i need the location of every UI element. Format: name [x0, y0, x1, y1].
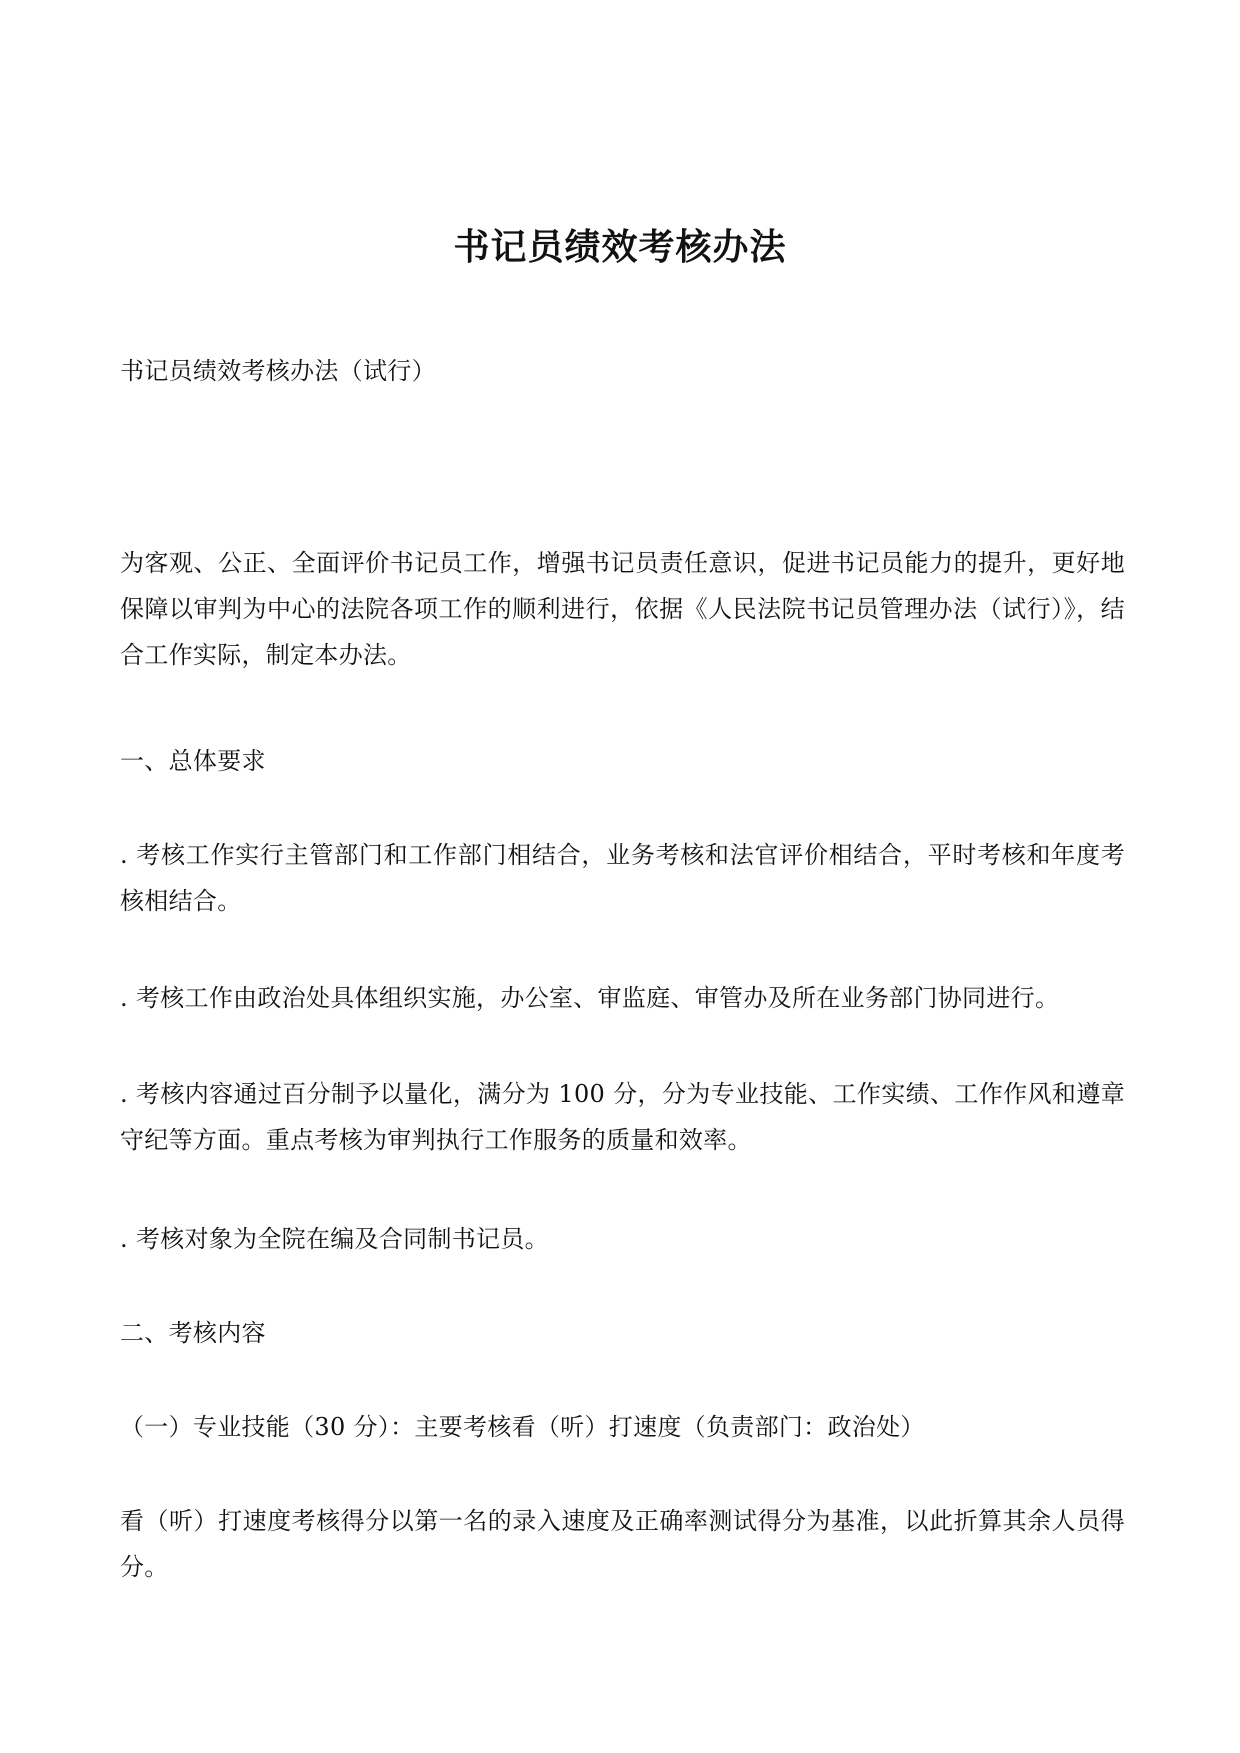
requirement-item-3: . 考核内容通过百分制予以量化，满分为 100 分，分为专业技能、工作实绩、工作作风和遵章守纪等方面。重点考核为审判执行工作服务的质量和效率。 — [120, 1080, 1125, 1154]
document-subtitle: 书记员绩效考核办法（试行） — [120, 357, 436, 385]
subsection-professional-skills: （一）专业技能（30 分）：主要考核看（听）打速度（负责部门：政治处） — [120, 1413, 925, 1441]
intro-paragraph: 为客观、公正、全面评价书记员工作，增强书记员责任意识，促进书记员能力的提升，更好地保障以审判为中心的法院各项工作的顺利进行，依据《人民法院书记员管理办法（试行）》，结合工作实际，制定本办法。 — [120, 549, 1125, 669]
section-heading-assessment-content: 二、考核内容 — [120, 1319, 266, 1347]
section-heading-general-requirements: 一、总体要求 — [120, 747, 266, 775]
document-title: 书记员绩效考核办法 — [453, 226, 787, 268]
typing-speed-paragraph: 看（听）打速度考核得分以第一名的录入速度及正确率测试得分为基准，以此折算其余人员得分。 — [120, 1507, 1125, 1581]
requirement-item-1: . 考核工作实行主管部门和工作部门相结合，业务考核和法官评价相结合，平时考核和年度考核相结合。 — [120, 841, 1125, 915]
requirement-item-2: . 考核工作由政治处具体组织实施，办公室、审监庭、审管办及所在业务部门协同进行。 — [120, 984, 1060, 1012]
requirement-item-4: . 考核对象为全院在编及合同制书记员。 — [120, 1225, 549, 1253]
